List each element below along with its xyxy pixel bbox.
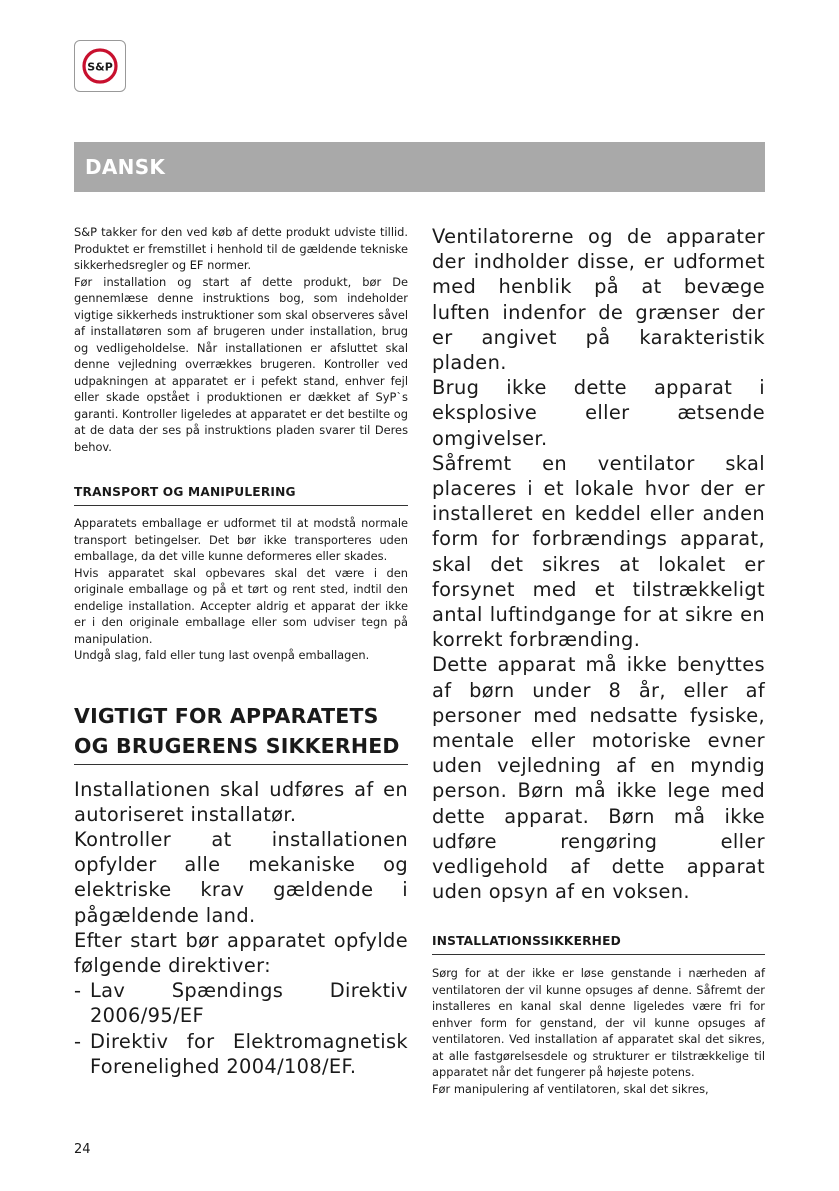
banner-title: DANSK <box>85 155 166 179</box>
intro-paragraph: S&P takker for den ved køb af dette produkt udviste tillid. Produktet er fremstillet i henhold til de gældende tekniske sikkerhedsregler og EF normer. <box>74 225 408 272</box>
safety-section <box>74 777 408 1079</box>
right-column <box>432 224 765 1097</box>
install-safety-paragraph: Før manipulering af ventilatoren, skal det sikres, <box>432 1081 709 1096</box>
usage-paragraph: Ventilatorerne og de apparater der indholder disse, er udformet med henblik på at bevæge luften indenfor de grænser der er angivet på karakteristik pladen. <box>432 225 765 375</box>
safety-paragraph: Kontroller at installationen opfylder alle mekaniske og elektriske krav gældende i pågældende land. <box>74 827 408 927</box>
transport-paragraph: Apparatets emballage er udformet til at modstå normale transport betingelser. Det bør ikke transporteres uden emballage, da det ville kunne deformeres eller skades. <box>74 516 408 563</box>
language-banner <box>74 142 765 192</box>
transport-paragraph: Undgå slag, fald eller tung last ovenpå emballagen. <box>74 648 370 662</box>
logo-text: S&P <box>87 60 113 74</box>
safety-heading <box>74 701 408 765</box>
install-safety-heading: INSTALLATIONSSIKKERHED <box>432 934 765 955</box>
transport-paragraph: Hvis apparatet skal opbevares skal det være i den originale emballage og på et tørt og rent sted, indtil den endelige installation. Accepter aldrig et apparat der ikke er i den originale emballage eller som udviser tegn på manipulation. <box>74 565 408 646</box>
safety-heading-line: OG BRUGERENS SIKKERHED <box>74 733 400 758</box>
intro-section <box>74 224 408 455</box>
safety-heading-line: VIGTIGT FOR APPARATETS <box>74 703 379 728</box>
page-number: 24 <box>74 1142 91 1157</box>
usage-paragraph: Brug ikke dette apparat i eksplosive eller ætsende omgivelser. <box>432 376 765 450</box>
transport-section <box>74 515 408 664</box>
safety-paragraph: Efter start bør apparatet opfylde følgende direktiver: <box>74 928 408 977</box>
directive-text: Lav Spændings Direktiv 2006/95/EF <box>90 979 408 1028</box>
sp-logo <box>74 40 126 92</box>
intro-paragraph: Før installation og start af dette produkt, bør De gennemlæse denne instruktions bog, som indeholder vigtige sikkerheds instruktioner som skal observeres såvel af installatøren som af brugeren under installation, brug og vedligeholdelse. Når installationen er afsluttet skal denne vejledning overrækkes brugeren. Kontroller ved udpakningen at apparatet er i pefekt stand, enhver fejl eller skade opstået i produktionen er dækket af SyP`s garanti. Kontroller ligeledes at apparatet er det bestilte og at de data der ses på instruktions pladen svarer til Deres behov. <box>74 274 408 454</box>
install-safety-paragraph: Sørg for at der ikke er løse genstande i nærheden af ventilatoren der vil kunne opsuges af denne. Såfremt der installeres en kanal skal denne ligeledes være fri for enhver form for genstand, der vil kunne opsuges af ventilatoren. Ved installation af apparatet skal det sikres, at alle fastgørelsesdele og strukturer er tilstrækkelige til apparatet når det fungerer på højeste potens. <box>432 966 765 1080</box>
list-dash: - <box>74 1029 82 1053</box>
directive-text: Direktiv for Elektromagnetisk Forenelighed 2004/108/EF. <box>90 1029 408 1078</box>
usage-paragraph: Såfremt en ventilator skal placeres i et lokale hvor der er installeret en keddel eller anden form for forbrændings apparat, skal det sikres at lokalet er forsynet med et tilstrækkeligt antal luftindgange for at sikre en korrekt forbrænding. <box>432 451 765 652</box>
safety-paragraph: Installationen skal udføres af en autoriseret installatør. <box>74 777 408 826</box>
left-column <box>74 224 408 1079</box>
usage-section <box>432 224 765 904</box>
directive-list-item <box>74 1029 408 1079</box>
usage-paragraph: Dette apparat må ikke benyttes af børn under 8 år, eller af personer med nedsatte fysiske, mentale eller motoriske evner uden vejledning af en myndig person. Børn må ikke lege med dette apparat. Børn må ikke udføre rengøring eller vedligehold af dette apparat uden opsyn af en voksen. <box>432 653 765 904</box>
transport-heading: TRANSPORT OG MANIPULERING <box>74 485 408 506</box>
directive-list-item <box>74 978 408 1028</box>
install-safety-section <box>432 965 765 1097</box>
list-dash: - <box>74 979 82 1003</box>
sp-logo-icon <box>80 46 120 86</box>
